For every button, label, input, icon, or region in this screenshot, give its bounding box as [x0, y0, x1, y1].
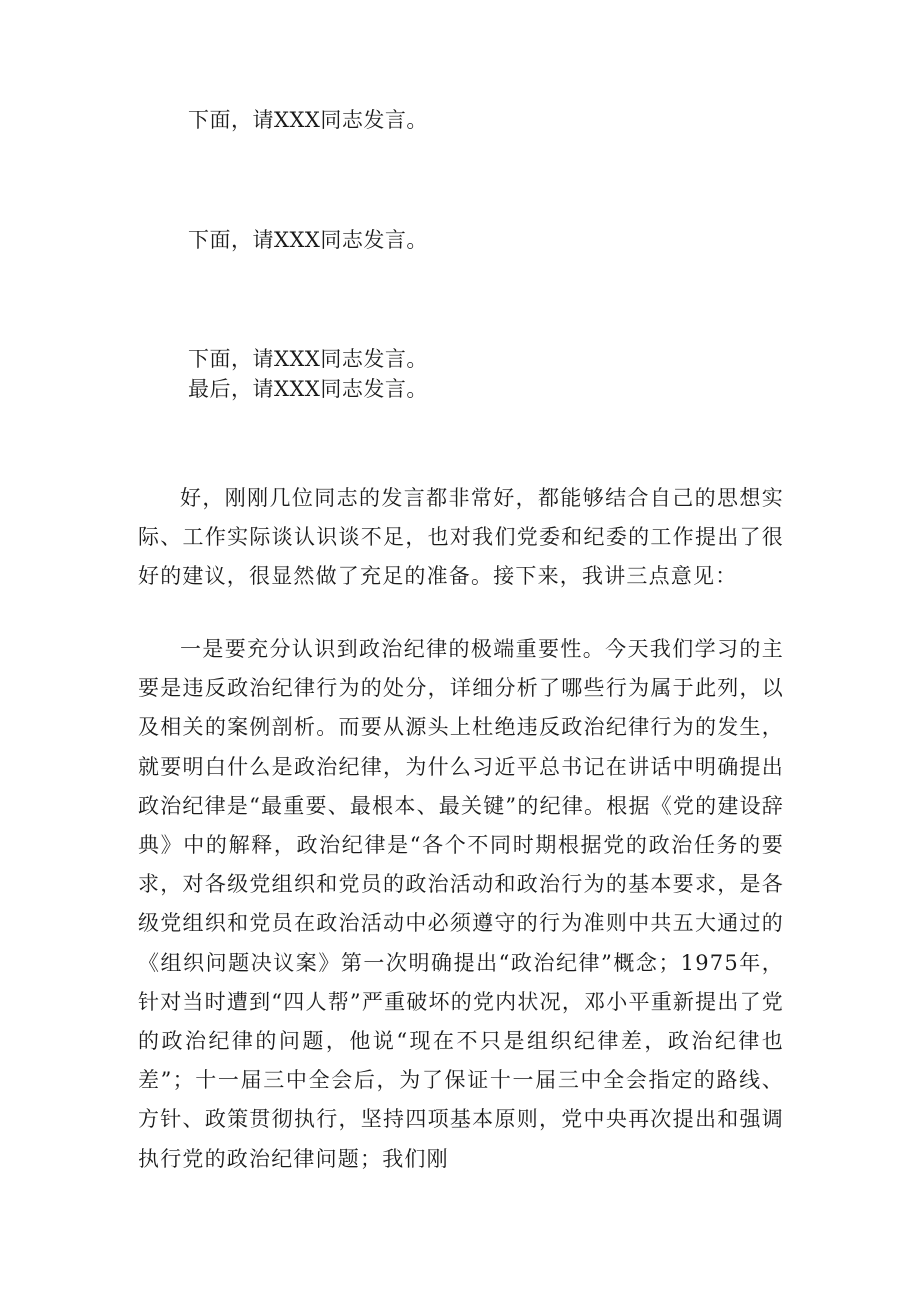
- paragraph-summary: 好，刚刚几位同志的发言都非常好，都能够结合自己的思想实际、工作实际谈认识谈不足，也对我们党委和纪委的工作提出了很好的建议，很显然做了充足的准备。接下来，我讲三点意见：: [138, 486, 784, 589]
- speaker-line-1: 下面，请XXX同志发言。: [188, 108, 428, 132]
- speaker-line-2: 下面，请XXX同志发言。: [188, 228, 428, 252]
- paragraph-point-one: 一是要充分认识到政治纪律的极端重要性。今天我们学习的主要是违反政治纪律行为的处分，详细分析了哪些行为属于此列，以及相关的案例剖析。而要从源头上杜绝违反政治纪律行为的发生，就要明白什么是政治纪律，为什么习近平总书记在讲话中明确提出政治纪律是“最重要、最根本、最关键”的纪律。根据《党的建设辞典》中的解释，政治纪律是“各个不同时期根据党的政治任务的要求，对各级党组织和党员的政治活动和政治行为的基本要求，是各级党组织和党员在政治活动中必须遵守的行为准则中共五大通过的《组织问题决议案》第一次明确提出“政治纪律”概念；1975年，针对当时遭到“四人帮”严重破坏的党内状况，邓小平重新提出了党的政治纪律的问题，他说“现在不只是组织纪律差，政治纪律也差”；十一届三中全会后，为了保证十一届三中全会指定的路线、方针、政策贯彻执行，坚持四项基本原则，党中央再次提出和强调执行党的政治纪律问题；我们刚: [138, 637, 784, 1171]
- speaker-line-final: 最后，请XXX同志发言。: [188, 377, 428, 401]
- speaker-line-3: 下面，请XXX同志发言。: [188, 347, 428, 371]
